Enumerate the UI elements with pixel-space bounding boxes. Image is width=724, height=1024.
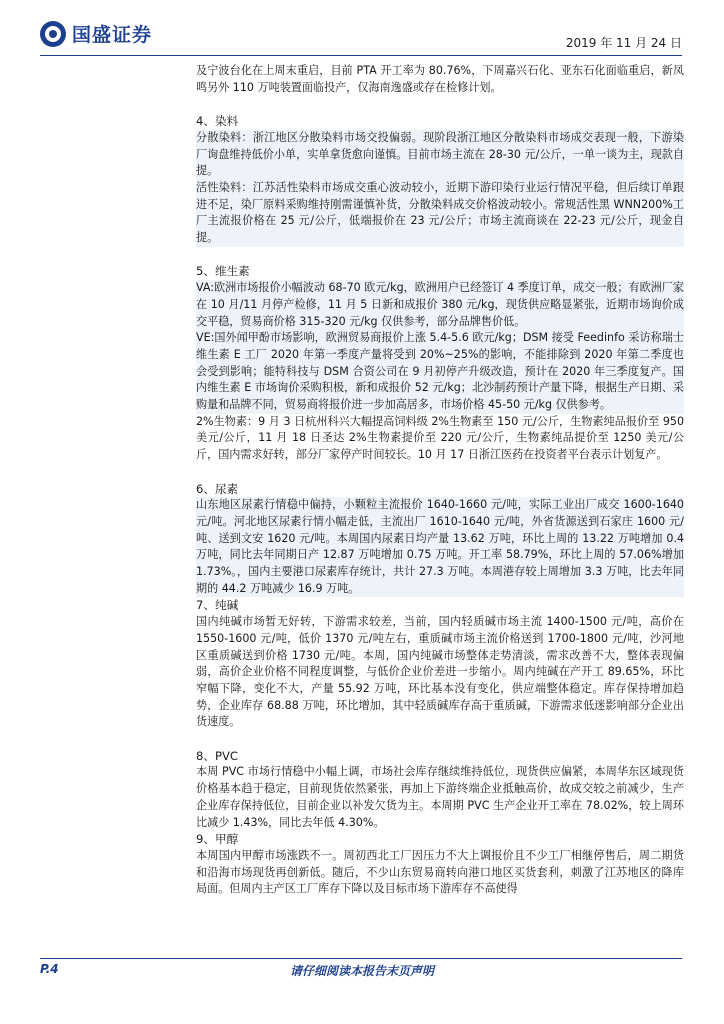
brand-name: 国盛证券 [72,24,153,46]
reactive-dye-paragraph: 活性染料：江苏活性染料市场成交重心波动较小，近期下游印染行业运行情况平稳，但后续订单跟进不足，染厂原料采购维持刚需谨慎补货，分散染料成交价格波动较小。常规活性黑 WNN200%工厂主流报价格在 25 元/公斤，低端报价在 23 元/公斤；市场主流商谈在 22-23 元/公斤，现金自提。 [196,180,684,247]
header-divider [40,55,682,56]
vitamin-e-paragraph: VE:国外闻甲酚市场影响，欧洲贸易商报价上涨 5.4-5.6 欧元/kg；DSM 接受 Feedinfo 采访称瑞士维生素 E 工厂 2020 年第一季度产量将受到 20%~25%的影响，不能排除到 2020 年第二季度也会受到影响；能特科技与 DSM 合资公司在 9 月初停产升级改造，预计在 2020 年三季度复产。国内维生素 E 市场询价采购积极，新和成报价 52 元/kg；北沙制药预计产量下降，根据生产日期、采购量和品牌不同，贸易商将报价进一步加高居多，市场价格 45-50 元/kg 仅供参考。 [196,330,684,414]
pvc-paragraph: 本周 PVC 市场行情稳中小幅上调，市场社会库存继续维持低位，现货供应偏紧，本周华东区域现货价格基本趋于稳定，目前现货依然紧张，再加上下游终端企业抵触高价，故成交较之前减少，生产企业库存保持低位，目前企业以补发欠货为主。本周期 PVC 生产企业开工率在 78.02%，较上周环比减少 1.43%，同比去年低 4.30%。 [196,765,684,829]
report-body [196,63,684,898]
spacer [196,247,684,264]
footer-divider [40,958,682,959]
section-heading-urea: 6、尿素 [196,481,239,496]
spacer [196,96,684,113]
pta-paragraph: 及宁波台化在上周末重启，目前 PTA 开工率为 80.76%，下周嘉兴石化、亚东石化面临重启，新凤鸣另外 110 万吨装置面临投产，仅海南逸盛或存在检修计划。 [196,64,684,94]
section-heading-vitamin: 5、维生素 [196,264,250,279]
soda-ash-paragraph: 国内纯碱市场暂无好转，下游需求较差，当前，国内轻质碱市场主流 1400-1500 元/吨，高价在 1550-1600 元/吨，低价 1370 元/吨左右，重质碱市场主流价格送到 1700-1800 元/吨，沙河地区重质碱送到价格 1730 元/吨。本周，国内纯碱市场整体走势清淡，需求改善不大，整体表现偏弱，高价企业价格不同程度调整，与低价企业价差进一步缩小。周内纯碱在产开工 89.65%，环比窄幅下降，变化不大，产量 55.92 万吨，环比基本没有变化，供应端整体稳定。库存保持增加趋势，企业库存 68.88 万吨，环比增加，其中轻质碱库存高于重质碱，下游需求低迷影响部分企业出货速度。 [196,615,684,729]
section-heading-dye: 4、染料 [196,114,239,129]
section-heading-pvc: 8、PVC [196,748,238,763]
spacer [196,464,684,481]
biotin-paragraph: 2%生物素：9 月 3 日杭州科兴大幅提高饲料级 2%生物素至 150 元/公斤，生物素纯品报价至 950 美元/公斤，11 月 18 日圣达 2%生物素提价至 220 元/公斤，生物素纯品提价至 1250 美元/公斤，国内需求好转，部分厂家停产时间较长。10 月 17 日浙江医药在投资者平台表示计划复产。 [196,414,684,462]
spacer [196,731,684,748]
disperse-dye-paragraph: 分散染料：浙江地区分散染料市场交投偏弱。现阶段浙江地区分散染料市场成交表现一般，下游染厂询盘维持低价小单，实单拿货愈向谨慎。目前市场主流在 28-30 元/公斤，一单一谈为主，现款自提。 [196,130,684,180]
section-heading-methanol: 9、甲醇 [196,832,239,847]
footer-disclaimer: 请仔细阅读本报告末页声明 [289,964,434,978]
methanol-paragraph: 本周国内甲醇市场涨跌不一。周初西北工厂因压力不大上调报价且不少工厂相继停售后，周二期货和沿海市场现货再创新低。随后，不少山东贸易商转向港口地区买货套利，刺激了江苏地区的降库局面。但周内主产区工厂库存下降以及目标市场下游库存不高使得 [196,848,684,896]
vitamin-a-paragraph: VA:欧洲市场报价小幅波动 68-70 欧元/kg，欧洲用户已经签订 4 季度订单，成交一般；有欧洲厂家在 10 月/11 月停产检修，11 月 5 日新和成报价 380 元/kg，现货供应略显紧张，近期市场询价成交平稳，贸易商价格 315-320 元/kg 仅供参考，部分品牌售价低。 [196,280,684,330]
brand-logo [40,20,152,47]
report-date: 2019 年 11 月 24 日 [565,36,682,50]
section-heading-soda: 7、纯碱 [196,598,239,613]
urea-paragraph: 山东地区尿素行情稳中偏持，小颗粒主流报价 1640-1660 元/吨，实际工业出厂成交 1600-1640 元/吨。河北地区尿素行情小幅走低，主流出厂 1610-1640 元/吨，外省货源送到石家庄 1600 元/吨、送到文安 1620 元/吨。本周国内尿素日均产量 13.62 万吨，环比上周的 13.22 万吨增加 0.4 万吨，同比去年同期日产 12.87 万吨增加 0.75 万吨。开工率 58.79%，环比上周的 57.06%增加 1.73%。，国内主要港口尿素库存统计，共计 27.3 万吨。本周港存较上周增加 3.3 万吨，比去年同期的 44.2 万吨减少 16.9 万吨。 [196,497,684,597]
brand-logo-icon [40,21,66,47]
page-number: P.4 [40,962,59,976]
page-header [0,0,724,60]
